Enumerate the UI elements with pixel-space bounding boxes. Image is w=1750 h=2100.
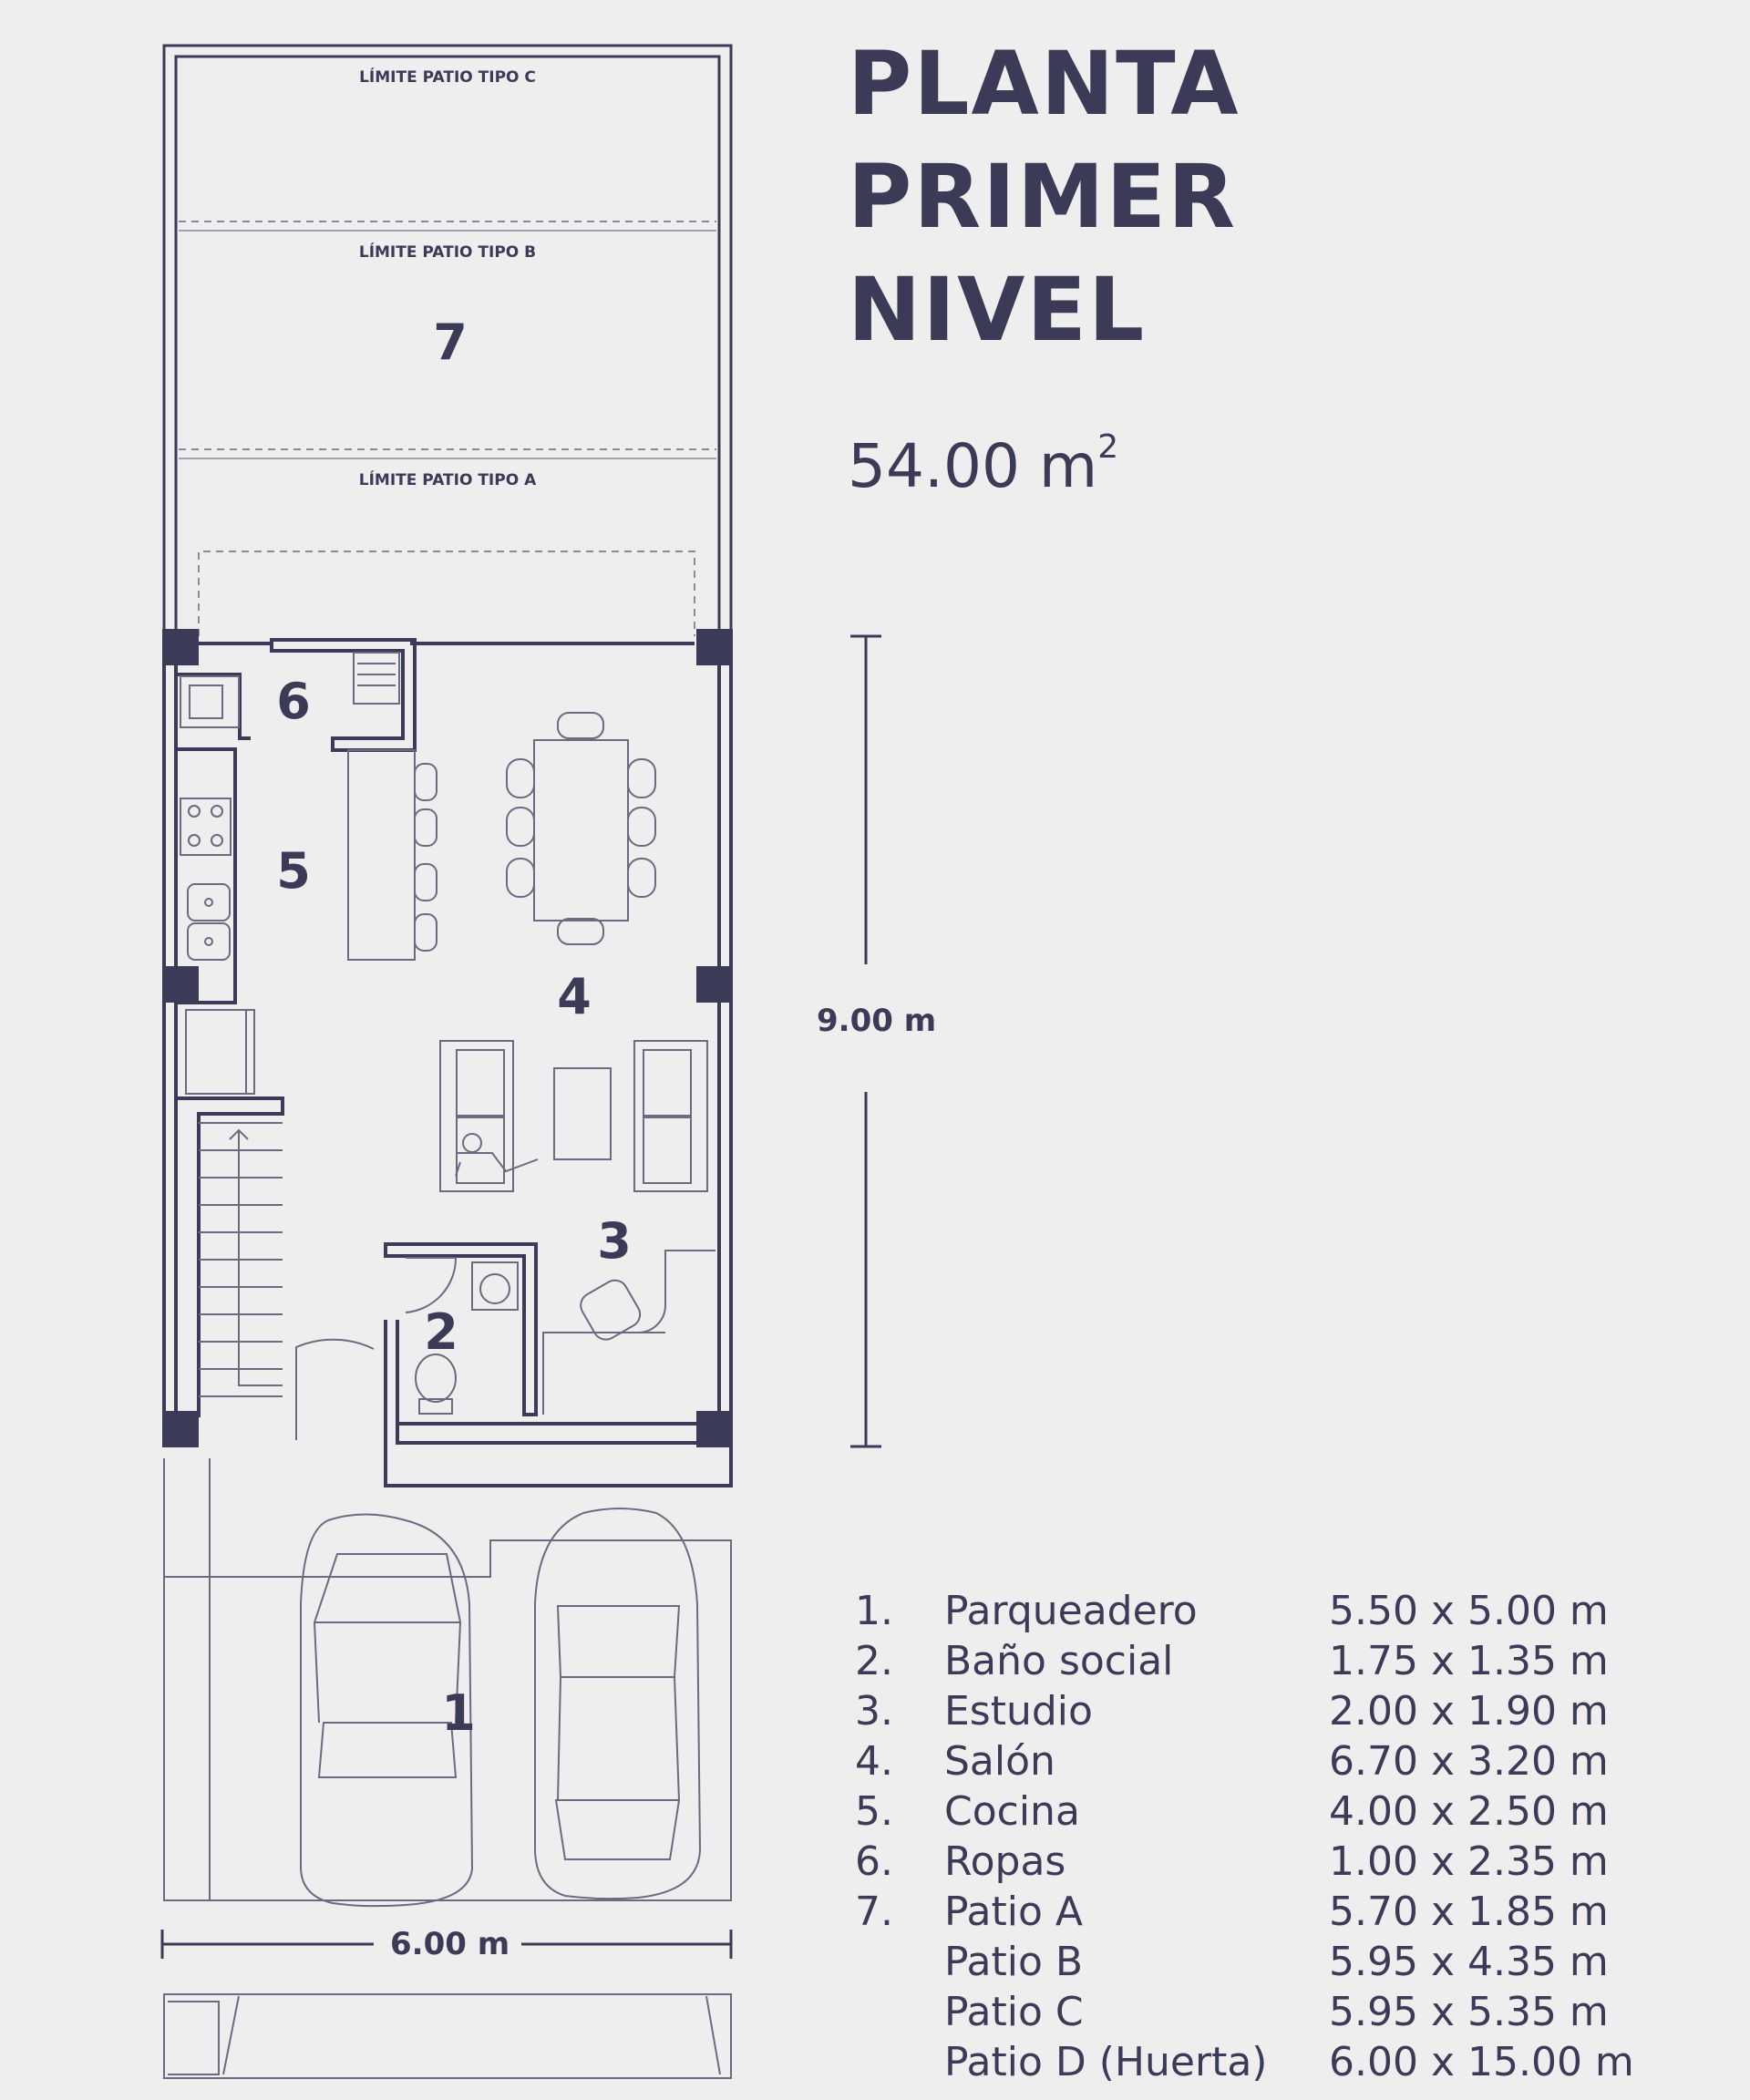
room-number-4: 4 xyxy=(557,968,592,1025)
study-desk xyxy=(543,1251,715,1415)
patio-limit-label-a: LÍMITE PATIO TIPO A xyxy=(358,471,537,489)
kitchen-counter xyxy=(178,749,235,1003)
entrance-door xyxy=(296,1340,374,1440)
page-title xyxy=(848,27,1240,366)
terrace-outline xyxy=(199,551,695,636)
area-unit-exponent: 2 xyxy=(1097,428,1119,466)
title-line: PLANTA xyxy=(848,33,1240,135)
patio-limit-label-c: LÍMITE PATIO TIPO C xyxy=(359,68,536,87)
column xyxy=(696,1411,733,1447)
room-number-3: 3 xyxy=(597,1212,632,1270)
column xyxy=(162,629,199,665)
car-right xyxy=(535,1508,700,1899)
area-value: 54.00 m xyxy=(848,431,1098,501)
front-garden-strip xyxy=(164,1994,731,2078)
dining-table xyxy=(534,740,628,921)
room-number-6: 6 xyxy=(276,673,311,730)
depth-dimension-label: 9.00 m xyxy=(817,1003,937,1039)
stove xyxy=(180,798,231,855)
house-right-wall xyxy=(719,636,731,1445)
bath-door-wall xyxy=(386,1320,397,1445)
column xyxy=(162,966,199,1003)
column xyxy=(696,629,733,665)
room-number-5: 5 xyxy=(276,842,311,900)
patio-limit-label-b: LÍMITE PATIO TIPO B xyxy=(358,243,537,262)
front-wall xyxy=(397,1424,719,1443)
title-line: PRIMER xyxy=(848,146,1238,248)
toilet xyxy=(416,1354,456,1402)
total-area xyxy=(848,428,1118,501)
column xyxy=(696,966,733,1003)
driveway xyxy=(164,1458,731,1900)
bath-walls xyxy=(386,1244,536,1415)
title-line: NIVEL xyxy=(848,259,1147,361)
front-step xyxy=(386,1445,731,1486)
kitchen-island xyxy=(348,750,415,960)
house-left-wall xyxy=(164,636,176,1445)
fridge xyxy=(186,1010,254,1094)
room-number-2: 2 xyxy=(424,1303,458,1361)
person-figure xyxy=(463,1134,481,1152)
column xyxy=(162,1411,199,1447)
kitchen-sink xyxy=(188,884,230,921)
stairs xyxy=(199,1123,283,1396)
laundry-sink xyxy=(354,653,399,704)
coffee-table xyxy=(554,1068,611,1159)
width-dimension-label: 6.00 m xyxy=(390,1926,510,1962)
study-chair xyxy=(576,1276,644,1344)
room-number-1: 1 xyxy=(441,1684,476,1742)
room-number-7: 7 xyxy=(433,314,468,371)
